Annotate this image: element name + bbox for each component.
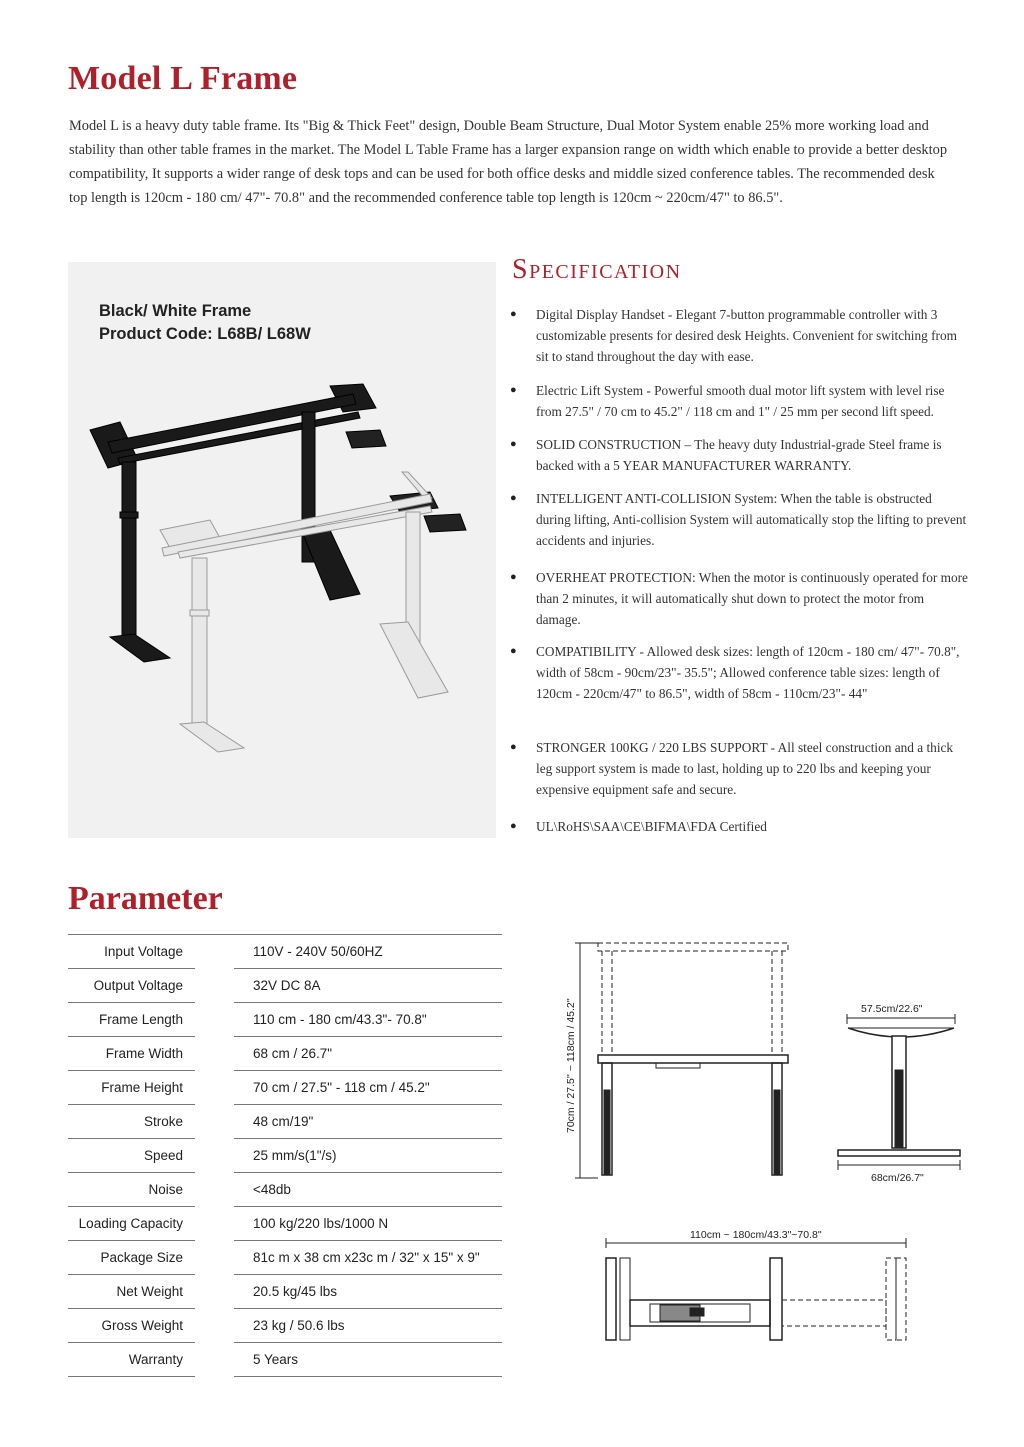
- parameter-label: Frame Height: [68, 1071, 195, 1105]
- parameter-label: Input Voltage: [68, 935, 195, 969]
- parameter-label: Frame Width: [68, 1037, 195, 1071]
- top-plan-drawing: [606, 1238, 906, 1340]
- frames-photo: [68, 262, 496, 838]
- spec-item-overheat: ● OVERHEAT PROTECTION: When the motor is continuously operated for more than 2 minutes, it will automatically shut down to protect the motor from damage.: [512, 567, 968, 630]
- parameter-row: [68, 1105, 502, 1139]
- parameter-label: Warranty: [68, 1343, 195, 1377]
- top-width-label: 57.5cm/22.6": [861, 1003, 923, 1015]
- spec-item-construction: ● SOLID CONSTRUCTION – The heavy duty Industrial-grade Steel frame is backed with a 5 YEAR MANUFACTURER WARRANTY.: [512, 434, 968, 476]
- parameter-row: [68, 1173, 502, 1207]
- intro-paragraph: Model L is a heavy duty table frame. Its "Big & Thick Feet" design, Double Beam Structure, Dual Motor System enable 25% more working load and stability than other table frames in the market. The Model L Table Frame has a larger expansion range on width which enable to provide a better desktop compatibility, It supports a wider range of desk tops and can be used for both office desks and middle sized conference tables. The recommended desk top length is 120cm - 180 cm/ 47"- 70.8" and the recommended conference table top length is 120cm ~ 220cm/47" to 86.5".: [69, 118, 948, 206]
- parameter-row: [68, 1071, 502, 1105]
- bullet-icon: ●: [510, 438, 517, 450]
- front-elevation-drawing: [838, 1014, 960, 1170]
- parameter-label: Loading Capacity: [68, 1207, 195, 1241]
- parameter-value: 110 cm - 180 cm/43.3"- 70.8": [234, 1003, 502, 1037]
- specification-title: Specification: [512, 254, 682, 285]
- spec-item-anti-collision: ● INTELLIGENT ANTI-COLLISION System: When the table is obstructed during lifting, Anti-collision System will automatically stop the lifting to prevent accidents and injuries.: [512, 488, 968, 551]
- parameter-value: 81c m x 38 cm x23c m / 32" x 15" x 9": [234, 1241, 502, 1275]
- spec-item-support: ● STRONGER 100KG / 220 LBS SUPPORT - All steel construction and a thick leg support system is made to last, holding up to 220 lbs and keeping your expensive equipment safe and secure.: [512, 737, 968, 800]
- spec-item-handset: ● Digital Display Handset - Elegant 7-button programmable controller with 3 customizable presents for desired desk Heights. Convenient for switching from sit to stand throughout the day with ease.: [512, 304, 968, 367]
- parameter-row: [68, 1003, 502, 1037]
- parameter-label: Output Voltage: [68, 969, 195, 1003]
- bullet-icon: ●: [510, 492, 517, 504]
- parameter-row: [68, 1037, 502, 1071]
- parameter-label: Net Weight: [68, 1275, 195, 1309]
- parameter-label: Speed: [68, 1139, 195, 1173]
- side-elevation-drawing: [575, 943, 788, 1178]
- page-title: Model L Frame: [68, 60, 298, 97]
- parameter-row: [68, 1343, 502, 1377]
- parameter-label: Stroke: [68, 1105, 195, 1139]
- frame-colors-label: Black/ White Frame: [99, 302, 252, 320]
- parameter-row: [68, 935, 502, 969]
- parameter-row: [68, 1207, 502, 1241]
- parameter-value: 110V - 240V 50/60HZ: [234, 935, 502, 969]
- product-image-panel: [68, 262, 496, 838]
- parameter-value: <48db: [234, 1173, 502, 1207]
- bullet-icon: ●: [510, 571, 517, 583]
- parameter-title: Parameter: [68, 880, 223, 917]
- parameter-value: 32V DC 8A: [234, 969, 502, 1003]
- parameter-row: [68, 1241, 502, 1275]
- parameter-value: 48 cm/19": [234, 1105, 502, 1139]
- parameter-row: [68, 969, 502, 1003]
- parameter-value: 70 cm / 27.5" - 118 cm / 45.2": [234, 1071, 502, 1105]
- parameter-label: Frame Length: [68, 1003, 195, 1037]
- parameter-value: 5 Years: [234, 1343, 502, 1377]
- parameter-row: [68, 1139, 502, 1173]
- bullet-icon: ●: [510, 741, 517, 753]
- parameter-label: Package Size: [68, 1241, 195, 1275]
- bullet-icon: ●: [510, 308, 517, 320]
- parameter-value: 20.5 kg/45 lbs: [234, 1275, 502, 1309]
- parameter-value: 100 kg/220 lbs/1000 N: [234, 1207, 502, 1241]
- bullet-icon: ●: [510, 820, 517, 832]
- length-dimension-label: 110cm ~ 180cm/43.3"~70.8": [690, 1229, 822, 1241]
- foot-width-label: 68cm/26.7": [871, 1172, 924, 1184]
- product-code-label: Product Code: L68B/ L68W: [99, 325, 311, 343]
- parameter-row: [68, 1275, 502, 1309]
- bullet-icon: ●: [510, 645, 517, 657]
- parameter-label: Noise: [68, 1173, 195, 1207]
- spec-item-certification: ● UL\RoHS\SAA\CE\BIFMA\FDA Certified: [512, 816, 968, 837]
- parameter-value: 23 kg / 50.6 lbs: [234, 1309, 502, 1343]
- parameter-value: 25 mm/s(1"/s): [234, 1139, 502, 1173]
- height-dimension-label: 70cm / 27.5'' ~ 118cm / 45.2'': [565, 998, 577, 1133]
- spec-item-lift-system: ● Electric Lift System - Powerful smooth dual motor lift system with level rise from 27.5" / 70 cm to 45.2" / 118 cm and 1" / 25 mm per second lift speed.: [512, 380, 968, 422]
- parameter-label: Gross Weight: [68, 1309, 195, 1343]
- parameter-row: [68, 1309, 502, 1343]
- spec-item-compatibility: ● COMPATIBILITY - Allowed desk sizes: length of 120cm - 180 cm/ 47"- 70.8", width of 58cm - 90cm/23"- 35.5"; Allowed conference table sizes: length of 120cm - 220cm/47" to 86.5", width of 58cm - 110cm/23"- 44": [512, 641, 968, 704]
- parameter-table: [68, 935, 502, 1377]
- bullet-icon: ●: [510, 384, 517, 396]
- parameter-value: 68 cm / 26.7": [234, 1037, 502, 1071]
